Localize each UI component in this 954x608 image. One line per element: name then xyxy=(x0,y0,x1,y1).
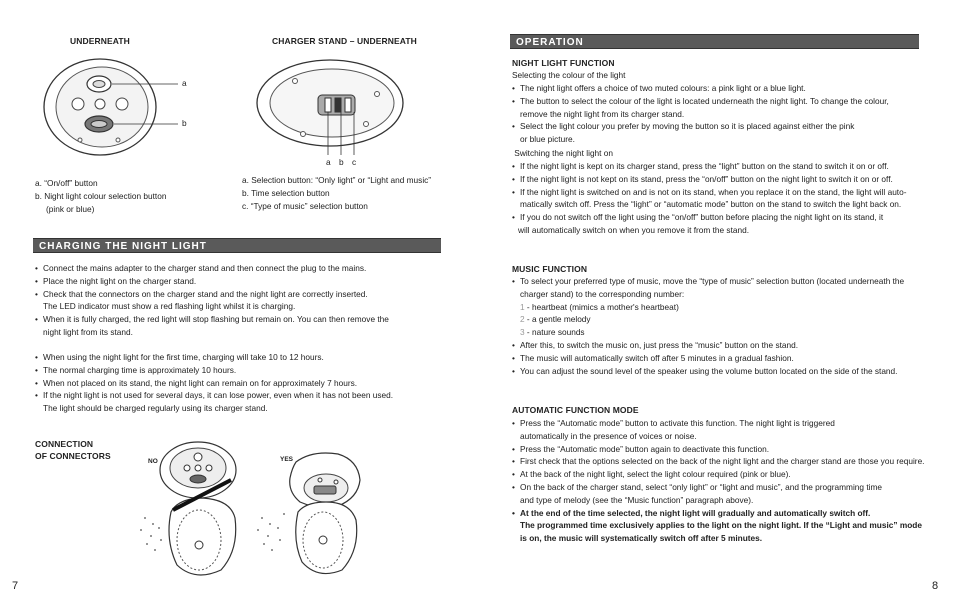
colour-list xyxy=(512,82,932,146)
list-item: • When it is fully charged, the red light will stop flashing but remain on. You can then remove the xyxy=(35,313,445,326)
list-item: • If the night light is kept on its charger stand, press the “light” button on the stand to switch it on or off. xyxy=(512,160,932,173)
legend-line: c. “Type of music” selection button xyxy=(242,200,368,211)
list-item: • To select your preferred type of music, move the “type of music” selection button (located underneath the xyxy=(512,275,932,288)
list-item: • Press the “Automatic mode” button to activate this function. The night light is triggered xyxy=(512,417,937,430)
music-option-number: 1 xyxy=(520,301,525,312)
page-number-right: 8 xyxy=(932,580,939,592)
list-item: • Check that the connectors on the charger stand and the night light are correctly inserted. xyxy=(35,288,445,301)
automatic-mode-title: AUTOMATIC FUNCTION MODE xyxy=(512,405,639,415)
music-list xyxy=(512,275,932,377)
music-option xyxy=(512,326,932,339)
charging-list-2 xyxy=(35,351,445,415)
music-option-number: 2 xyxy=(520,314,525,325)
switch-list xyxy=(512,160,932,237)
callout-b: b xyxy=(182,118,187,128)
list-item: matically switch off. Press the “light” or “automatic mode” button on the stand to switch the light back on. xyxy=(520,199,902,210)
operation-heading: OPERATION xyxy=(510,34,919,49)
page-number-left: 7 xyxy=(12,580,19,592)
list-item: • First check that the options selected on the back of the night light and the charger stand are those you require. xyxy=(512,455,937,468)
legend-line: (pink or blue) xyxy=(46,203,95,214)
list-item: • The normal charging time is approximately 10 hours. xyxy=(35,364,445,377)
list-item: • Select the light colour you prefer by moving the button so it is placed against either the pink xyxy=(512,120,932,133)
selecting-colour-subtitle: Selecting the colour of the light xyxy=(512,70,626,80)
list-item: • The button to select the colour of the light is located underneath the night light. To change the colour, xyxy=(512,95,932,108)
connection-yes-illustration xyxy=(248,440,368,585)
list-item: is on, the music will systematically switch off after 5 minutes. xyxy=(520,533,763,544)
list-item: The LED indicator must show a red flashing light whilst it is charging. xyxy=(43,301,296,312)
list-item: • The night light offers a choice of two muted colours: a pink light or a blue light. xyxy=(512,82,932,95)
list-item: The programmed time exclusively applies to the light on the night light. If the “Light and music” mode xyxy=(520,520,922,531)
charger-stand-title: CHARGER STAND – UNDERNEATH xyxy=(272,36,417,46)
music-function-title: MUSIC FUNCTION xyxy=(512,264,588,274)
list-item: • When using the night light for the first time, charging will take 10 to 12 hours. xyxy=(35,351,445,364)
list-item: The light should be charged regularly using its charger stand. xyxy=(43,403,268,414)
list-item: • Connect the mains adapter to the charger stand and then connect the plug to the mains. xyxy=(35,262,445,275)
music-option-text: - nature sounds xyxy=(524,327,585,338)
list-item: • When not placed on its stand, the night light can remain on for approximately 7 hours. xyxy=(35,377,445,390)
charger-legend xyxy=(242,174,452,212)
underneath-title: UNDERNEATH xyxy=(70,36,130,46)
music-option xyxy=(512,313,932,326)
switching-on-subtitle: Switching the night light on xyxy=(512,148,614,158)
legend-line: a. Selection button: “Only light” or “Light and music” xyxy=(242,175,432,185)
charger-callout-b: b xyxy=(339,157,344,167)
connection-title-line: OF CONNECTORS xyxy=(35,451,111,461)
list-item: automatically in the presence of voices or noise. xyxy=(520,430,697,441)
list-item: or blue picture. xyxy=(520,134,575,145)
list-item: • At the back of the night light, select the light colour required (pink or blue). xyxy=(512,468,937,481)
underneath-legend xyxy=(35,177,235,215)
charger-callout-a: a xyxy=(326,157,331,167)
legend-line: a. “On/off” button xyxy=(35,178,98,188)
list-item: • You can adjust the sound level of the speaker using the volume button located on the side of the stand. xyxy=(512,365,932,378)
music-option-number: 3 xyxy=(520,327,525,338)
list-item: • At the end of the time selected, the night light will gradually and automatically switch off. xyxy=(512,507,937,520)
night-light-function-title: NIGHT LIGHT FUNCTION xyxy=(512,58,615,68)
list-item: • If you do not switch off the light using the “on/off” button before placing the night light on its stand, it xyxy=(512,211,932,224)
legend-line: b. Time selection button xyxy=(242,187,330,198)
legend-line: b. Night light colour selection button xyxy=(35,190,167,201)
charger-callout-c: c xyxy=(352,157,357,167)
music-option-text: - a gentle melody xyxy=(524,314,591,325)
connection-no-illustration xyxy=(135,440,255,585)
yes-label: YES xyxy=(280,456,294,463)
list-item: and type of melody (see the “Music function” paragraph above). xyxy=(520,494,754,505)
list-item: • If the night light is not kept on its stand, press the “on/off” button on the night light to switch it on or off. xyxy=(512,173,932,186)
auto-list xyxy=(512,417,937,545)
night-light-underneath-illustration xyxy=(40,55,190,170)
charging-list-1 xyxy=(35,262,445,339)
no-label: NO xyxy=(148,458,158,465)
music-option xyxy=(512,301,932,314)
list-item: • If the night light is not used for several days, it can lose power, even when it has not been used. xyxy=(35,389,445,402)
list-item: • On the back of the charger stand, select “only light” or “light and music”, and the programming time xyxy=(512,481,937,494)
list-item: • If the night light is switched on and is not on its stand, when you replace it on the stand, the light will auto- xyxy=(512,186,932,199)
list-item: • The music will automatically switch off after 5 minutes in a gradual fashion. xyxy=(512,352,932,365)
callout-a: a xyxy=(182,78,187,88)
list-item: charger stand) to the corresponding number: xyxy=(520,288,685,299)
list-item: • Press the “Automatic mode” button again to deactivate this function. xyxy=(512,443,937,456)
connection-title xyxy=(35,438,111,462)
list-item: remove the night light from its charger stand. xyxy=(520,108,685,119)
music-option-text: - heartbeat (mimics a mother's heartbeat) xyxy=(524,301,679,312)
list-item: night light from its stand. xyxy=(43,326,133,337)
charger-stand-illustration xyxy=(255,58,415,158)
charging-heading: CHARGING THE NIGHT LIGHT xyxy=(33,238,441,253)
connection-title-line: CONNECTION xyxy=(35,439,94,449)
list-item: will automatically switch on when you remove it from the stand. xyxy=(518,224,750,235)
list-item: • Place the night light on the charger stand. xyxy=(35,275,445,288)
list-item: • After this, to switch the music on, just press the “music” button on the stand. xyxy=(512,339,932,352)
